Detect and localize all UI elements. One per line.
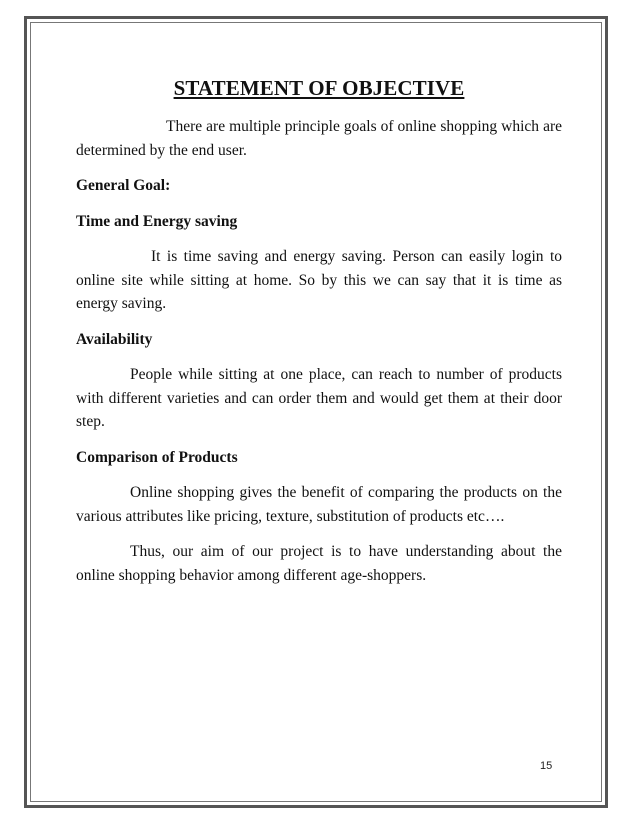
page-content	[76, 76, 562, 599]
section-heading-time-energy: Time and Energy saving	[76, 212, 238, 230]
page-title: STATEMENT OF OBJECTIVE	[173, 76, 465, 100]
section-heading-comparison: Comparison of Products	[76, 448, 238, 466]
intro-paragraph: There are multiple principle goals of online shopping which are determined by the end user.	[76, 118, 562, 159]
section-heading-availability: Availability	[76, 330, 153, 348]
section-text-availability: People while sitting at one place, can reach to number of products with different varieties and can order them and would get them at their door step.	[76, 366, 562, 430]
conclusion-paragraph: Thus, our aim of our project is to have understanding about the online shopping behavior among different age-shoppers.	[76, 543, 562, 584]
page-number: 15	[540, 760, 553, 772]
general-goal-heading: General Goal:	[76, 177, 171, 194]
section-text-time-energy: It is time saving and energy saving. Person can easily login to online site while sitting at home. So by this we can say that it is time as energy saving.	[76, 248, 562, 312]
section-text-comparison: Online shopping gives the benefit of comparing the products on the various attributes like pricing, texture, substitution of products etc….	[76, 484, 562, 525]
